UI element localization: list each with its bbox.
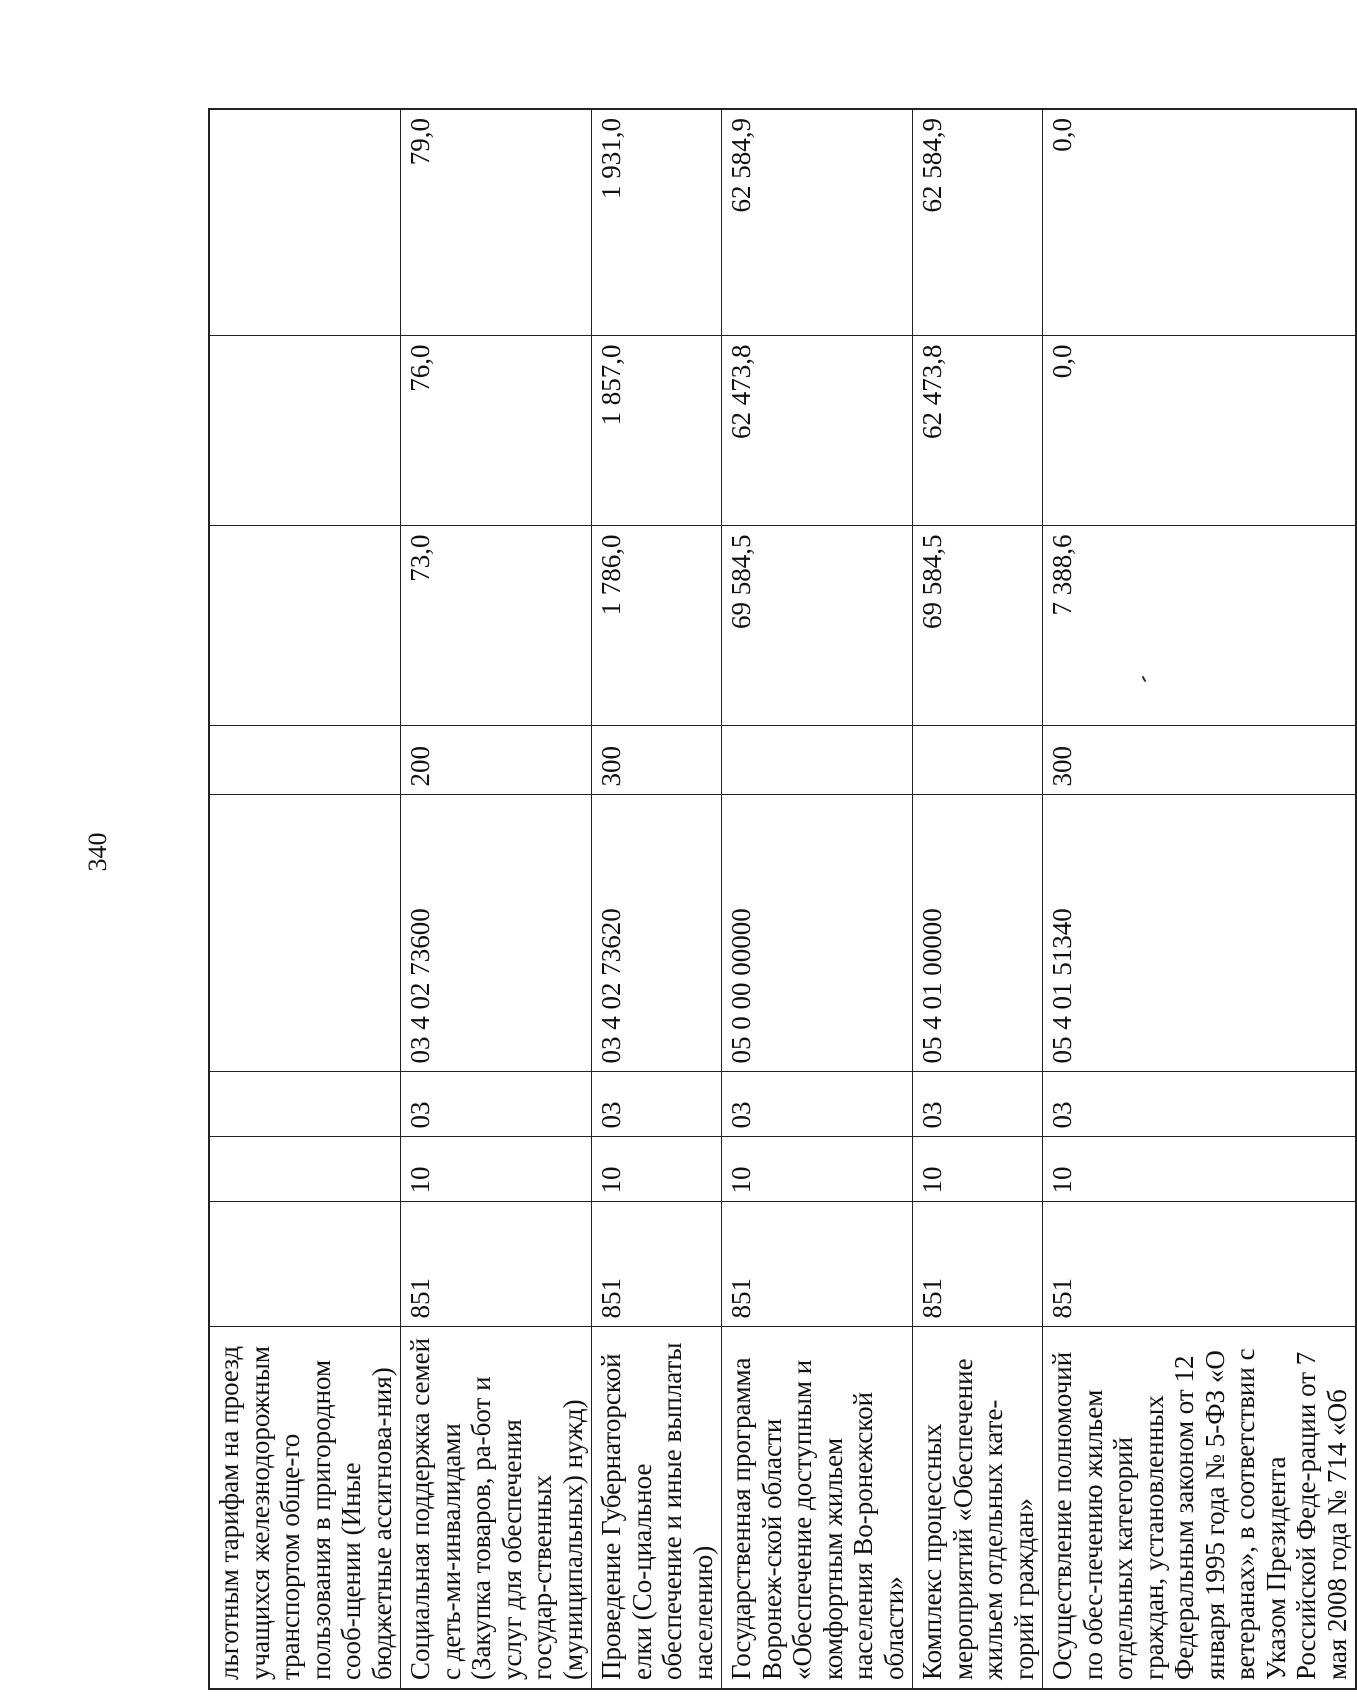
sum-year1-cell: [209, 526, 401, 726]
rz-cell: 10: [722, 1137, 913, 1202]
pr-cell: 03: [1043, 1072, 1357, 1137]
table-row: [401, 109, 592, 1689]
row-name-cell: Проведение Губернаторской елки (Со-циальное обеспечение и иные выплаты населению): [592, 1327, 722, 1689]
ved-cell: 851: [722, 1202, 913, 1327]
rz-cell: 10: [592, 1137, 722, 1202]
csr-cell: 03 4 02 73620: [592, 795, 722, 1072]
row-name-cell: Социальная поддержка семей с деть-ми-инвалидами (Закупка товаров, ра-бот и услуг для обеспечения государ-ственных (муниципальных) нужд): [401, 1327, 592, 1689]
vr-cell: [913, 726, 1043, 795]
sum-year3-cell: 62 584,9: [722, 109, 913, 336]
table-row: [722, 109, 913, 1689]
sum-year2-cell: 76,0: [401, 336, 592, 526]
ved-cell: 851: [592, 1202, 722, 1327]
ved-cell: 851: [401, 1202, 592, 1327]
ved-cell: [209, 1202, 401, 1327]
rz-cell: 10: [913, 1137, 1043, 1202]
sum-year3-cell: 0,0: [1043, 109, 1357, 336]
pr-cell: 03: [913, 1072, 1043, 1137]
sum-year2-cell: 0,0: [1043, 336, 1357, 526]
sum-year1-cell: 7 388,6: [1043, 526, 1357, 726]
table-row: [209, 109, 401, 1689]
sum-year3-cell: [209, 109, 401, 336]
row-name-cell: Государственная программа Воронеж-ской области «Обеспечение доступным и комфортным жильем населения Во-ронежской области»: [722, 1327, 913, 1689]
sum-year2-cell: 62 473,8: [722, 336, 913, 526]
table-row: [913, 109, 1043, 1689]
rotated-table-container: [208, 110, 1352, 1690]
sum-year1-cell: 69 584,5: [913, 526, 1043, 726]
budget-table: [208, 108, 1357, 1690]
csr-cell: 05 4 01 00000: [913, 795, 1043, 1072]
vr-cell: 300: [1043, 726, 1357, 795]
rz-cell: 10: [1043, 1137, 1357, 1202]
csr-cell: 03 4 02 73600: [401, 795, 592, 1072]
sum-year2-cell: [209, 336, 401, 526]
sum-year2-cell: 1 857,0: [592, 336, 722, 526]
csr-cell: [209, 795, 401, 1072]
csr-cell: 05 4 01 51340: [1043, 795, 1357, 1072]
table-row: [1043, 109, 1357, 1689]
table-row: [592, 109, 722, 1689]
csr-cell: 05 0 00 00000: [722, 795, 913, 1072]
pr-cell: 03: [401, 1072, 592, 1137]
rz-cell: [209, 1137, 401, 1202]
ved-cell: 851: [913, 1202, 1043, 1327]
vr-cell: [722, 726, 913, 795]
pr-cell: 03: [722, 1072, 913, 1137]
row-name-cell: льготным тарифам на проезд учащихся железнодорожным транспортом обще-го пользования в пригородном сооб-щении (Иные бюджетные ассигнова-ния): [209, 1327, 401, 1689]
sum-year3-cell: 79,0: [401, 109, 592, 336]
vr-cell: 200: [401, 726, 592, 795]
vr-cell: [209, 726, 401, 795]
sum-year1-cell: 73,0: [401, 526, 592, 726]
pr-cell: 03: [592, 1072, 722, 1137]
sum-year2-cell: 62 473,8: [913, 336, 1043, 526]
rz-cell: 10: [401, 1137, 592, 1202]
sum-year1-cell: 1 786,0: [592, 526, 722, 726]
sum-year1-cell: 69 584,5: [722, 526, 913, 726]
sum-year3-cell: 62 584,9: [913, 109, 1043, 336]
row-name-cell: Осуществление полномочий по обес-печению жильем отдельных категорий граждан, установленных Федеральным законом от 12 января 1995 года № 5-ФЗ «О ветеранах», в соответствии с Указом Президента Российской Феде-рации от 7 мая 2008 года № 714 «Об: [1043, 1327, 1357, 1689]
row-name-cell: Комплекс процессных мероприятий «Обеспечение жильем отдельных кате-горий граждан»: [913, 1327, 1043, 1689]
pr-cell: [209, 1072, 401, 1137]
sum-year3-cell: 1 931,0: [592, 109, 722, 336]
page-number: 340: [83, 832, 112, 872]
vr-cell: 300: [592, 726, 722, 795]
ved-cell: 851: [1043, 1202, 1357, 1327]
